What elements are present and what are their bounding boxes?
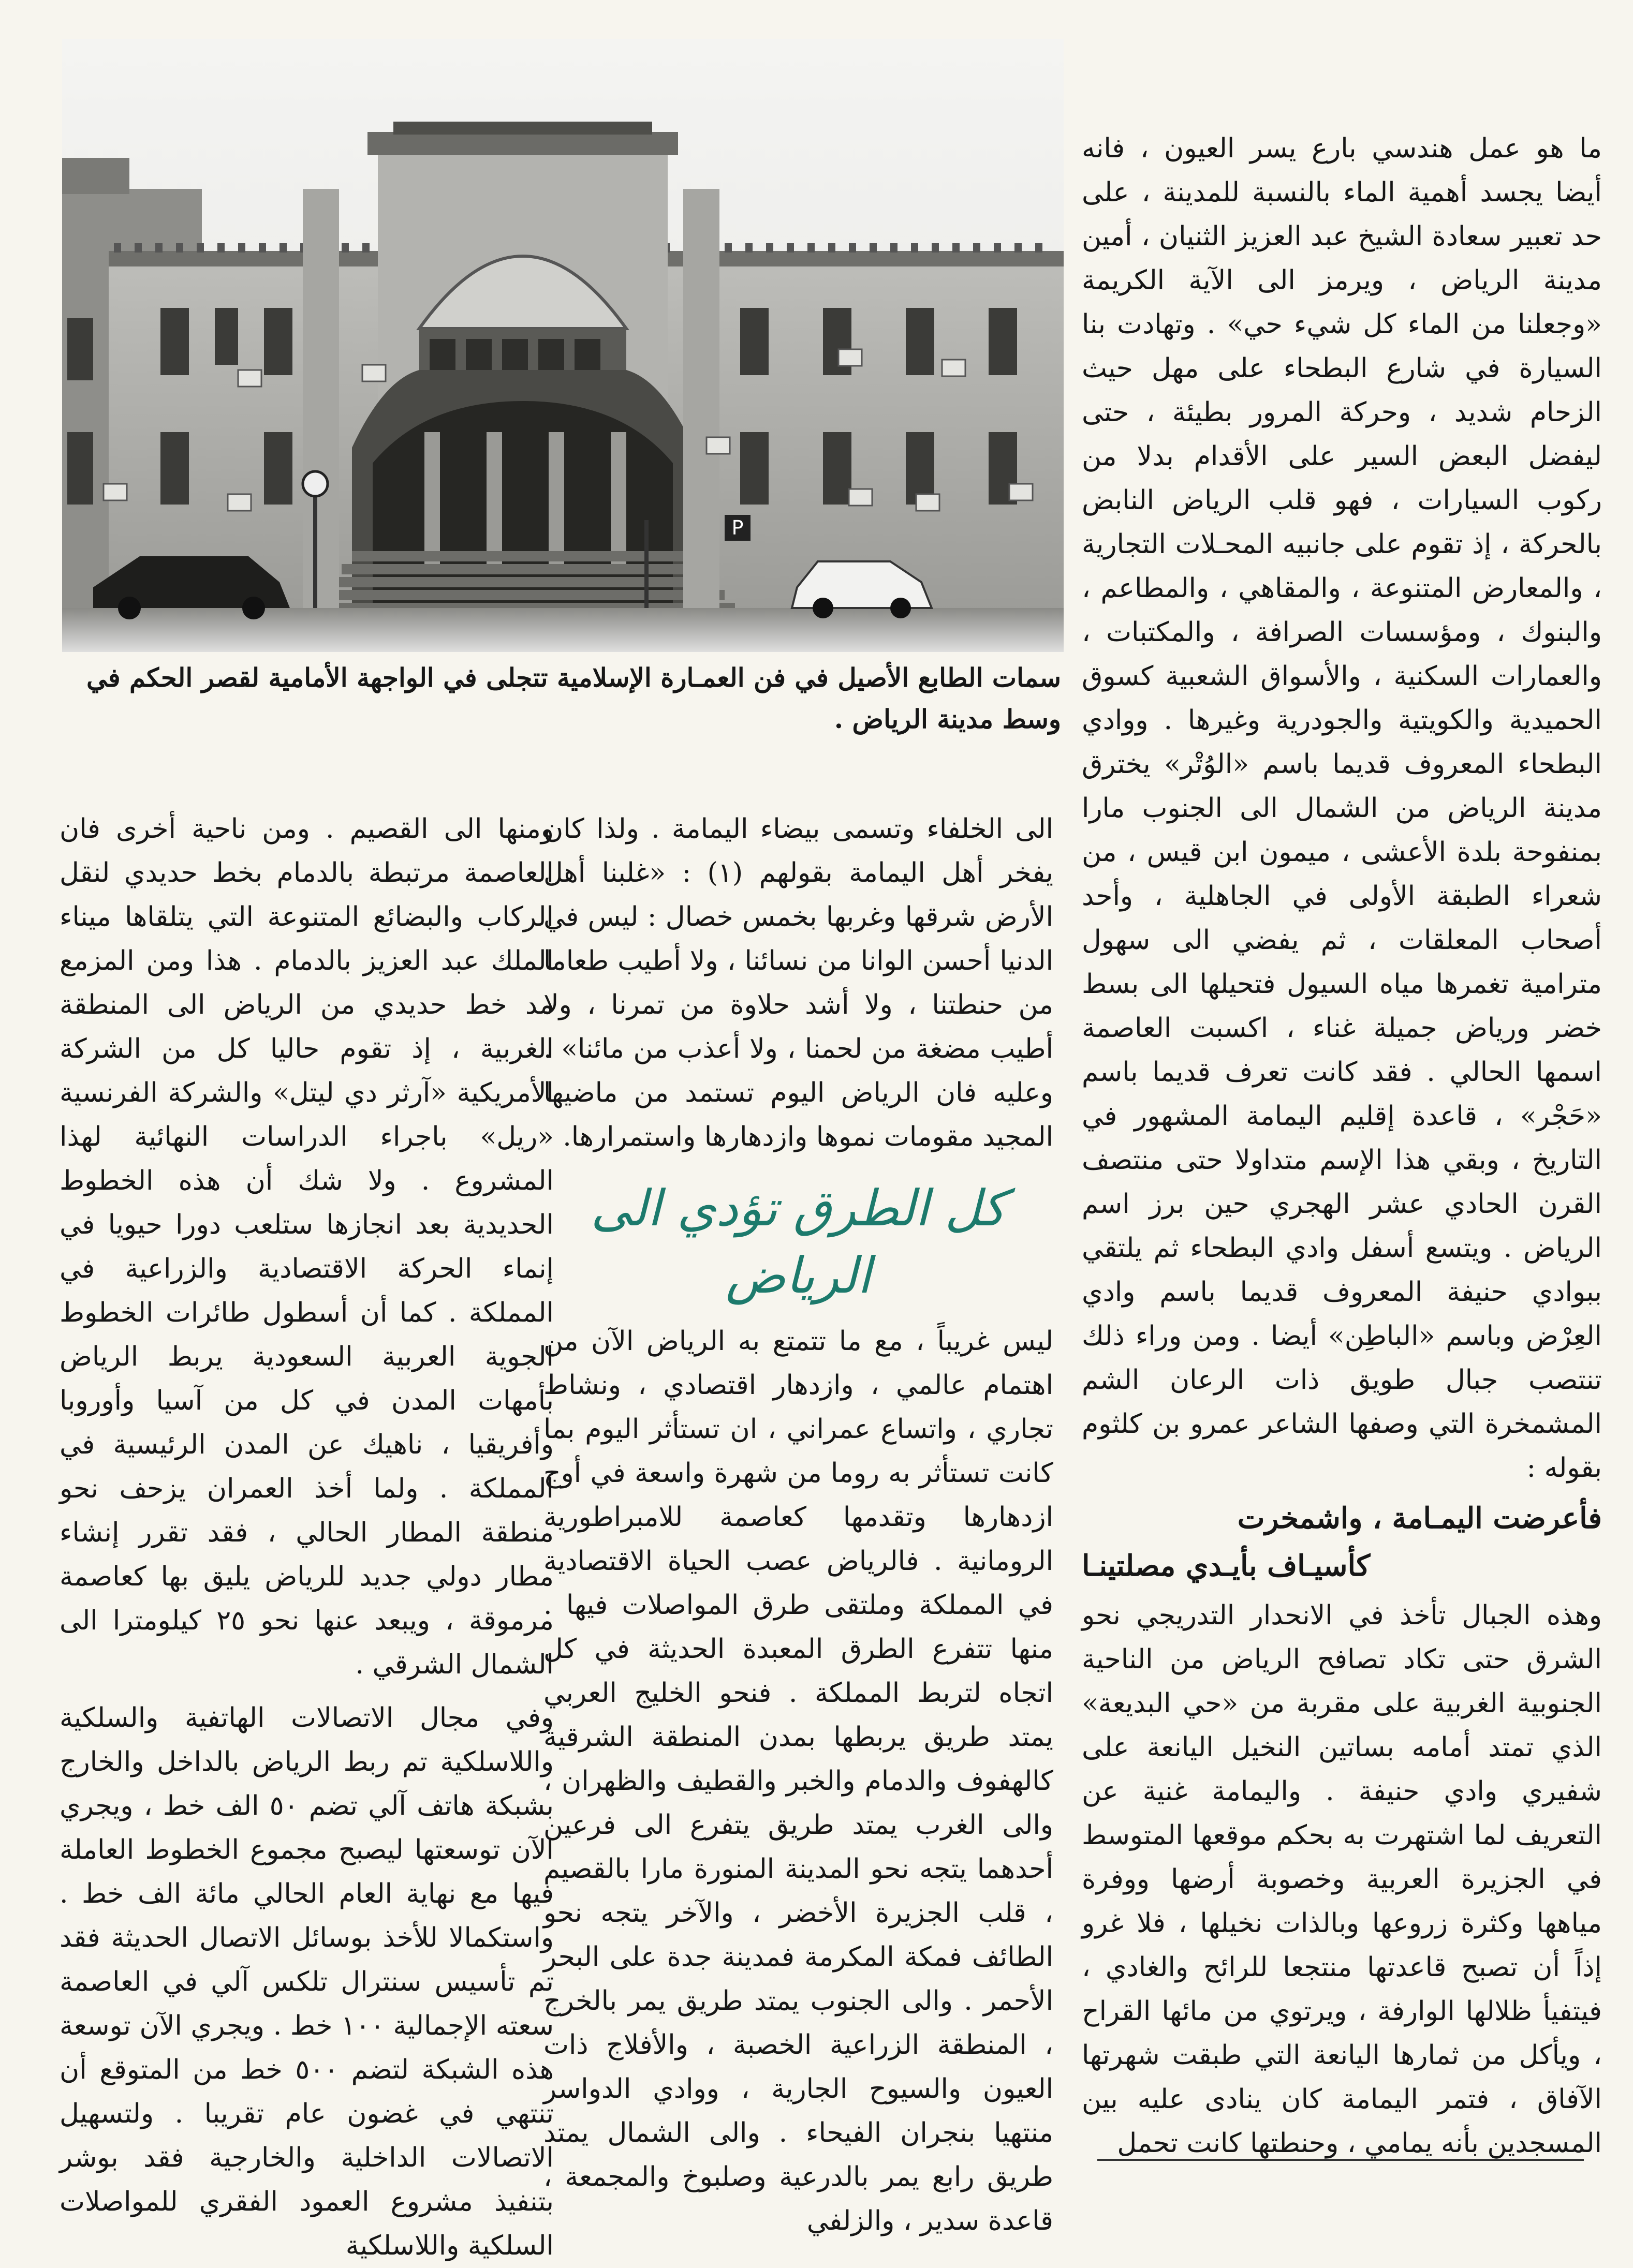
article-column-right xyxy=(1082,127,1602,2159)
article-column-left xyxy=(60,807,554,2261)
article-column-middle xyxy=(543,807,1053,2236)
paragraph: ليس غريباً ، مع ما تتمتع به الرياض الآن من اهتمام عالمي ، وازدهار اقتصادي ، ونشاط تجاري ، واتساع عمراني ، ان تستأثر اليوم بما كانت تستأثر به روما من شهرة واسعة في أوج ازدهارها وتقدمها كعاصمة للامبراطورية الرومانية . فالرياض عصب الحياة الاقتصادية في المملكة وملتقى طرق المواصلات فيها . منها تتفرع الطرق المعبدة الحديثة في كل اتجاه لتربط المملكة . فنحو الخليج العربي يمتد طريق يربطها بمدن المنطقة الشرقية كالهفوف والدمام والخبر والقطيف والظهران ، والى الغرب يمتد طريق يتفرع الى فرعين أحدهما يتجه نحو المدينة المنورة مارا بالقصيم ، قلب الجزيرة الأخضر ، والآخر يتجه نحو الطائف فمكة المكرمة فمدينة جدة على البحر الأحمر . والى الجنوب يمتد طريق يمر بالخرج ، المنطقة الزراعية الخصبة ، والأفلاج ذات العيون والسيوح الجارية ، ووادي الدواسر منتهيا بنجران الفيحاء . والى الشمال يمتد طريق رابع يمر بالدرعية وصلبوخ والمجمعة ، قاعدة سدير ، والزلفي xyxy=(543,1326,1053,2236)
footnote-divider xyxy=(1097,2159,1584,2161)
poem-verse xyxy=(1082,1494,1602,1590)
paragraph: وفي مجال الاتصالات الهاتفية والسلكية واللاسلكية تم ربط الرياض بالداخل والخارج بشبكة هاتف آلي تضم ٥٠ الف خط ، ويجري الآن توسعتها ليصبح مجموع الخطوط العاملة فيها مع نهاية العام الحالي مائة الف خط . واستكمالا للأخذ بوسائل الاتصال الحديثة فقد تم تأسيس سنترال تلكس آلي في العاصمة سعته الإجمالية ١٠٠ خط . ويجري الآن توسعة هذه الشبكة لتضم ٥٠٠ خط من المتوقع أن تنتهي في غضون عام تقريبا . ولتسهيل الاتصالات الداخلية والخارجية فقد بوشر بتنفيذ مشروع العمود الفقري للمواصلات السلكية واللاسلكية xyxy=(60,1702,554,2261)
paragraph: الى الخلفاء وتسمى بيضاء اليمامة . ولذا كان يفخر أهل اليمامة بقولهم (١) : «غلبنا أهل الأرض شرقها وغربها بخمس خصال : ليس في الدنيا أحسن الوانا من نسائنا ، ولا أطيب طعاما من حنطتنا ، ولا أشد حلاوة من تمرنا ، ولا أطيب مضغة من لحمنا ، ولا أعذب من مائنا» . وعليه فان الرياض اليوم تستمد من ماضيها المجيد مقومات نموها وازدهارها واستمرارها. xyxy=(543,813,1053,1152)
section-heading: كل الطرق تؤدي الى الرياض xyxy=(591,1179,1006,1305)
photo-caption: سمات الطابع الأصيل في فن العمـارة الإسلامية تتجلى في الواجهة الأمامية لقصر الحكم في وسط مدينة الرياض . xyxy=(86,662,1061,734)
poem-verse-second: كأسيـاف بأيـدي مصلتينـا xyxy=(1082,1549,1371,1583)
building-photo xyxy=(62,39,1064,652)
paragraph: ما هو عمل هندسي بارع يسر العيون ، فانه أيضا يجسد أهمية الماء بالنسبة للمدينة ، على حد تعبير سعادة الشيخ عبد العزيز الثنيان ، أمين مدينة الرياض ، ويرمز الى الآية الكريمة «وجعلنا من الماء كل شيء حي» . وتهادت بنا السيارة في شارع البطحاء على مهل حيث الزحام شديد ، وحركة المرور بطيئة ، حتى ليفضل البعض السير على الأقدام بدلا من ركوب السيارات ، فهو قلب الرياض النابض بالحركة ، إذ تقوم على جانبيه المحـلات التجارية ، والمعارض المتنوعة ، والمقاهي ، والمطاعم ، والبنوك ، ومؤسسات الصرافة ، والمكتبات ، والعمارات السكنية ، والأسواق الشعبية كسوق الحميدية والكويتية والجودرية وغيرها . ووادي البطحاء المعروف قديما باسم «الوُتْر» يخترق مدينة الرياض من الشمال الى الجنوب مارا بمنفوحة بلدة الأعشى ، ميمون ابن قيس ، من شعراء الطبقة الأولى في الجاهلية ، وأحد أصحاب المعلقات ، ثم يفضي الى سهول مترامية تغمرها مياه السيول فتحيلها الى بسط خضر ورياض جميلة غناء ، اكسبت العاصمة اسمها الحالي . فقد كانت تعرف قديما باسم «حَجْر» ، قاعدة إقليم اليمامة المشهور في التاريخ ، وبقي هذا الإسم متداولا حتى منتصف القرن الحادي عشر الهجري حين برز اسم الرياض . ويتسع أسفل وادي البطحاء ثم يلتقي ببوادي حنيفة المعروف قديما باسم وادي العِرْض وباسم «الباطِن» أيضا . ومن وراء ذلك تنتصب جبال طويق ذات الرعان الشم المشمخرة التي وصفها الشاعر عمرو بن كلثوم بقوله : xyxy=(1082,133,1602,1484)
poem-verse-first: فأعرضت اليمـامة ، واشمخرت xyxy=(1237,1501,1602,1535)
parking-sign-label: P xyxy=(731,516,744,539)
paragraph: ومنها الى القصيم . ومن ناحية أخرى فان العاصمة مرتبطة بالدمام بخط حديدي لنقل الركاب والبضائع المتنوعة التي يتلقاها ميناء الملك عبد العزيز بالدمام . هذا ومن المزمع مد خط حديدي من الرياض الى المنطقة الغربية ، إذ تقوم حاليا كل من الشركة الأمريكية «آرثر دي ليتل» والشركة الفرنسية «ريل» باجراء الدراسات النهائية لهذا المشروع . ولا شك أن هذه الخطوط الحديدية بعد انجازها ستلعب دورا حيويا في إنماء الحركة الاقتصادية والزراعية في المملكة . كما أن أسطول طائرات الخطوط الجوية العربية السعودية يربط الرياض بأمهات المدن في كل من آسيا وأوروبا وأفريقيا ، ناهيك عن المدن الرئيسية في المملكة . ولما أخذ العمران يزحف نحو منطقة المطار الحالي ، فقد تقرر إنشاء مطار دولي جديد للرياض يليق بها كعاصمة مرموقة ، ويبعد عنها نحو ٢٥ كيلومترا الى الشمال الشرقي . xyxy=(60,813,554,1680)
paragraph: وهذه الجبال تأخذ في الانحدار التدريجي نحو الشرق حتى تكاد تصافح الرياض من الناحية الجنوبية الغربية على مقربة من «حي البديعة» الذي تمتد أمامه بساتين النخيل اليانعة على شفيري وادي حنيفة . واليمامة غنية عن التعريف لما اشتهرت به بحكم موقعها المتوسط في الجزيرة العربية وخصوبة أرضها ووفرة مياهها وكثرة زروعها وبالذات نخيلها ، فلا غرو إذاً أن تصبح قاعدتها منتجعا للرائح والغادي ، فيتفيأ ظلالها الوارفة ، ويرتوي من مائها القراح ، ويأكل من ثمارها اليانعة التي طبقت شهرتها الآفاق ، فتمر اليمامة كان ينادى عليه بين المسجدين بأنه يمامي ، وحنطتها كانت تحمل xyxy=(1082,1600,1602,2159)
